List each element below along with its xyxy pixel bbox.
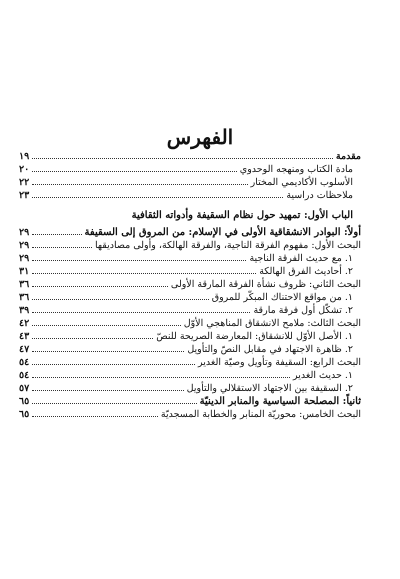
toc-entry	[19, 304, 361, 317]
toc-entry-text: ٢. ظاهرة الاجتهاد في مقابل النصّ والتأويل	[187, 344, 353, 355]
toc-entry-text: ٢. السقيفة بين الاجتهاد الاستقلالي والتأويل	[186, 383, 353, 394]
leader-dots	[32, 184, 247, 185]
toc-entry-text: ثانياً: المصلحة السياسية والمنابر الدينيّة	[199, 396, 361, 407]
chapter-heading: الباب الأول: تمهيد حول نظام السقيفة وأدواته الثقافية	[131, 210, 353, 221]
toc-entry-text: الأسلوب الأكاديمي المختار	[250, 177, 353, 188]
leader-dots	[32, 416, 158, 417]
toc-entry-page: ٦٥	[19, 396, 30, 407]
leader-dots	[32, 158, 333, 159]
toc-entry	[19, 382, 361, 395]
toc-entry-page: ٢٣	[19, 190, 30, 201]
toc-entry-page: ٤٧	[19, 344, 30, 355]
toc-entry	[19, 278, 361, 291]
toc-entry-page: ٤٣	[19, 331, 30, 342]
toc-entry-text: مقدمة	[335, 151, 361, 162]
toc-entry-page: ٢٩	[19, 240, 30, 251]
toc-entry	[19, 239, 361, 252]
toc-entry-page: ٣٦	[19, 292, 30, 303]
leader-dots	[32, 377, 290, 378]
toc-entry-text: ١. الأصل الأوّل للانشقاق: المعارضة الصريحة للنصّ	[156, 331, 353, 342]
toc-entry-page: ٤٢	[19, 318, 30, 329]
leader-dots	[32, 247, 92, 248]
toc-entry-text: ملاحظات دراسية	[286, 190, 353, 201]
leader-dots	[32, 197, 283, 198]
toc-entry-text: ٢. تشكّل أول فرقة مارقة	[253, 305, 353, 316]
toc-entry-page: ٦٥	[19, 409, 30, 420]
toc-entry-text: البحث الأول: مفهوم الفرقة الناجية، والفرقة الهالكة، وأولى مصاديقها	[95, 240, 361, 251]
leader-dots	[32, 403, 196, 404]
toc-entry	[19, 317, 361, 330]
toc-entry	[19, 343, 361, 356]
leader-dots	[32, 390, 183, 391]
toc-entry-page: ٥٧	[19, 383, 30, 394]
leader-dots	[32, 234, 81, 235]
toc-entry	[19, 369, 361, 382]
toc-entry-page: ٢٢	[19, 177, 30, 188]
toc-entry	[19, 291, 361, 304]
toc-entry	[19, 150, 361, 163]
toc-entry	[19, 252, 361, 265]
leader-dots	[32, 364, 195, 365]
toc-entry-page: ٣١	[19, 266, 30, 277]
leader-dots	[32, 312, 250, 313]
toc-entry-page: ٢٩	[19, 227, 30, 238]
toc-entry-page: ٥٤	[19, 370, 30, 381]
leader-dots	[32, 286, 168, 287]
toc-entry	[19, 330, 361, 343]
toc-entry	[19, 163, 361, 176]
leader-dots	[32, 260, 246, 261]
leader-dots	[32, 325, 180, 326]
toc-entry-page: ٥٤	[19, 357, 30, 368]
toc-entry	[19, 176, 361, 189]
toc-entry-text: ١. من مواقع الاحتناك المبكّر للمروق	[211, 292, 353, 303]
leader-dots	[32, 338, 153, 339]
table-of-contents	[19, 150, 361, 421]
toc-entry-text: ١. مع حديث الفرقة الناجية	[249, 253, 353, 264]
toc-entry-text: البحث الثاني: ظروف نشأة الفرقة المارقة الأولى	[170, 279, 361, 290]
leader-dots	[32, 273, 256, 274]
toc-entry-text: البحث الخامس: محوريّة المنابر والخطابة المسجديّة	[160, 409, 361, 420]
toc-entry-text: ١. حديث الغدير	[293, 370, 353, 381]
toc-entry-page: ٢٩	[19, 253, 30, 264]
leader-dots	[32, 351, 184, 352]
toc-entry-page: ٣٩	[19, 305, 30, 316]
toc-entry	[19, 395, 361, 408]
toc-entry-text: مادة الكتاب ومنهجه الوحدوي	[239, 164, 353, 175]
toc-entry	[19, 189, 361, 202]
toc-entry-text: أولاً: البوادر الانشقاقية الأولى في الإسلام: من المروق إلى السقيفة	[84, 227, 361, 238]
toc-entry-text: البحث الثالث: ملامح الانشقاق المناهجي الأوّل	[183, 318, 361, 329]
toc-entry	[19, 226, 361, 239]
leader-dots	[32, 299, 208, 300]
toc-entry-page: ١٩	[19, 151, 30, 162]
toc-entry-text: ٢. أحاديث الفرق الهالكة	[259, 266, 353, 277]
page-title: الفهرس	[166, 125, 234, 149]
toc-entry-text: البحث الرابع: السقيفة وتأويل وصيّة الغدير	[197, 357, 361, 368]
toc-entry	[19, 356, 361, 369]
leader-dots	[32, 171, 237, 172]
toc-entry	[19, 265, 361, 278]
toc-entry-page: ٣٦	[19, 279, 30, 290]
toc-entry	[19, 408, 361, 421]
toc-entry-page: ٢٠	[19, 164, 30, 175]
